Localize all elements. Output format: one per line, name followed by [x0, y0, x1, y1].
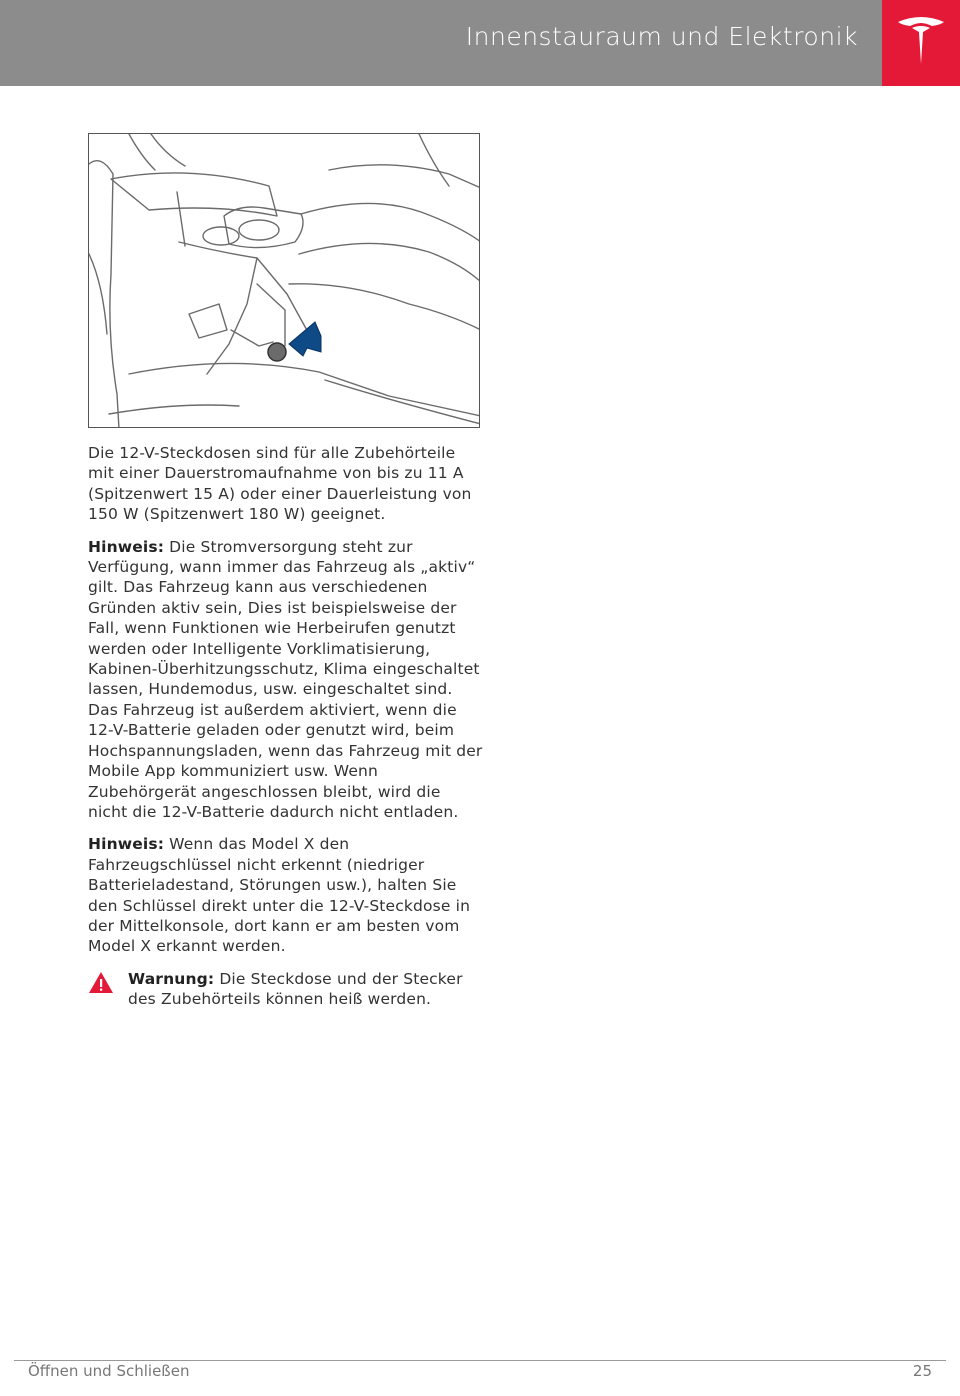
- paragraph-specs: Die 12-V-Steckdosen sind für alle Zubehörteile mit einer Dauerstromaufnahme von bis zu 11 A (Spitzenwert 15 A) oder einer Dauerleistung von 150 W (Spitzenwert 180 W) geeignet.: [88, 444, 472, 524]
- 12v-socket-icon: [268, 343, 286, 361]
- note-text: Wenn das Model X den Fahrzeugschlüssel nicht erkennt (niedriger Batterieladestand, Störungen usw.), halten Sie den Schlüssel direkt unter die 12-V-Steckdose in der Mittelkonsole, dort kann er am besten vom Model X erkannt werden.: [88, 835, 471, 956]
- warning-block: [88, 969, 483, 1010]
- page-header: [0, 0, 960, 86]
- brand-logo-box: [882, 0, 960, 86]
- footer-section-title: Öffnen und Schließen: [28, 1362, 190, 1380]
- warning-label: Warnung:: [128, 969, 215, 988]
- warning-text: Die Steckdose und der Stecker des Zubehörteils können heiß werden.: [128, 969, 463, 1009]
- page-title: Innenstauraum und Elektronik: [465, 22, 858, 51]
- warning-triangle-icon: [88, 971, 114, 994]
- note-text: Die Stromversorgung steht zur Verfügung, wann immer das Fahrzeug als „aktiv“ gilt. Das Fahrzeug kann aus verschiedenen Gründen aktiv sein, Dies ist beispielsweise der Fall, wenn Funktionen wie Herbeirufen genutzt werden oder Intelligente Vorklimatisierung, Kabinen-Überhitzungsschutz, Klima eingeschaltet lassen, Hundemodus, usw. eingeschaltet sind. Das Fahrzeug ist außerdem aktiviert, wenn die 12-V-Batterie geladen oder genutzt wird, beim Hochspannungsladen, wenn das Fahrzeug mit der Mobile App kommuniziert usw. Wenn Zubehörgerät angeschlossen bleibt, wird die nicht die 12-V-Batterie dadurch nicht entladen.: [88, 537, 483, 821]
- note-key-detection: [88, 834, 483, 956]
- console-socket-figure: [88, 133, 480, 428]
- center-console-illustration: [89, 134, 480, 428]
- page-number: 25: [912, 1362, 932, 1380]
- note-label: Hinweis:: [88, 537, 165, 556]
- note-power-availability: [88, 537, 483, 823]
- note-label: Hinweis:: [88, 835, 165, 854]
- body-text: [88, 443, 483, 1010]
- tesla-logo-icon: [896, 14, 946, 72]
- footer-divider: [14, 1360, 946, 1361]
